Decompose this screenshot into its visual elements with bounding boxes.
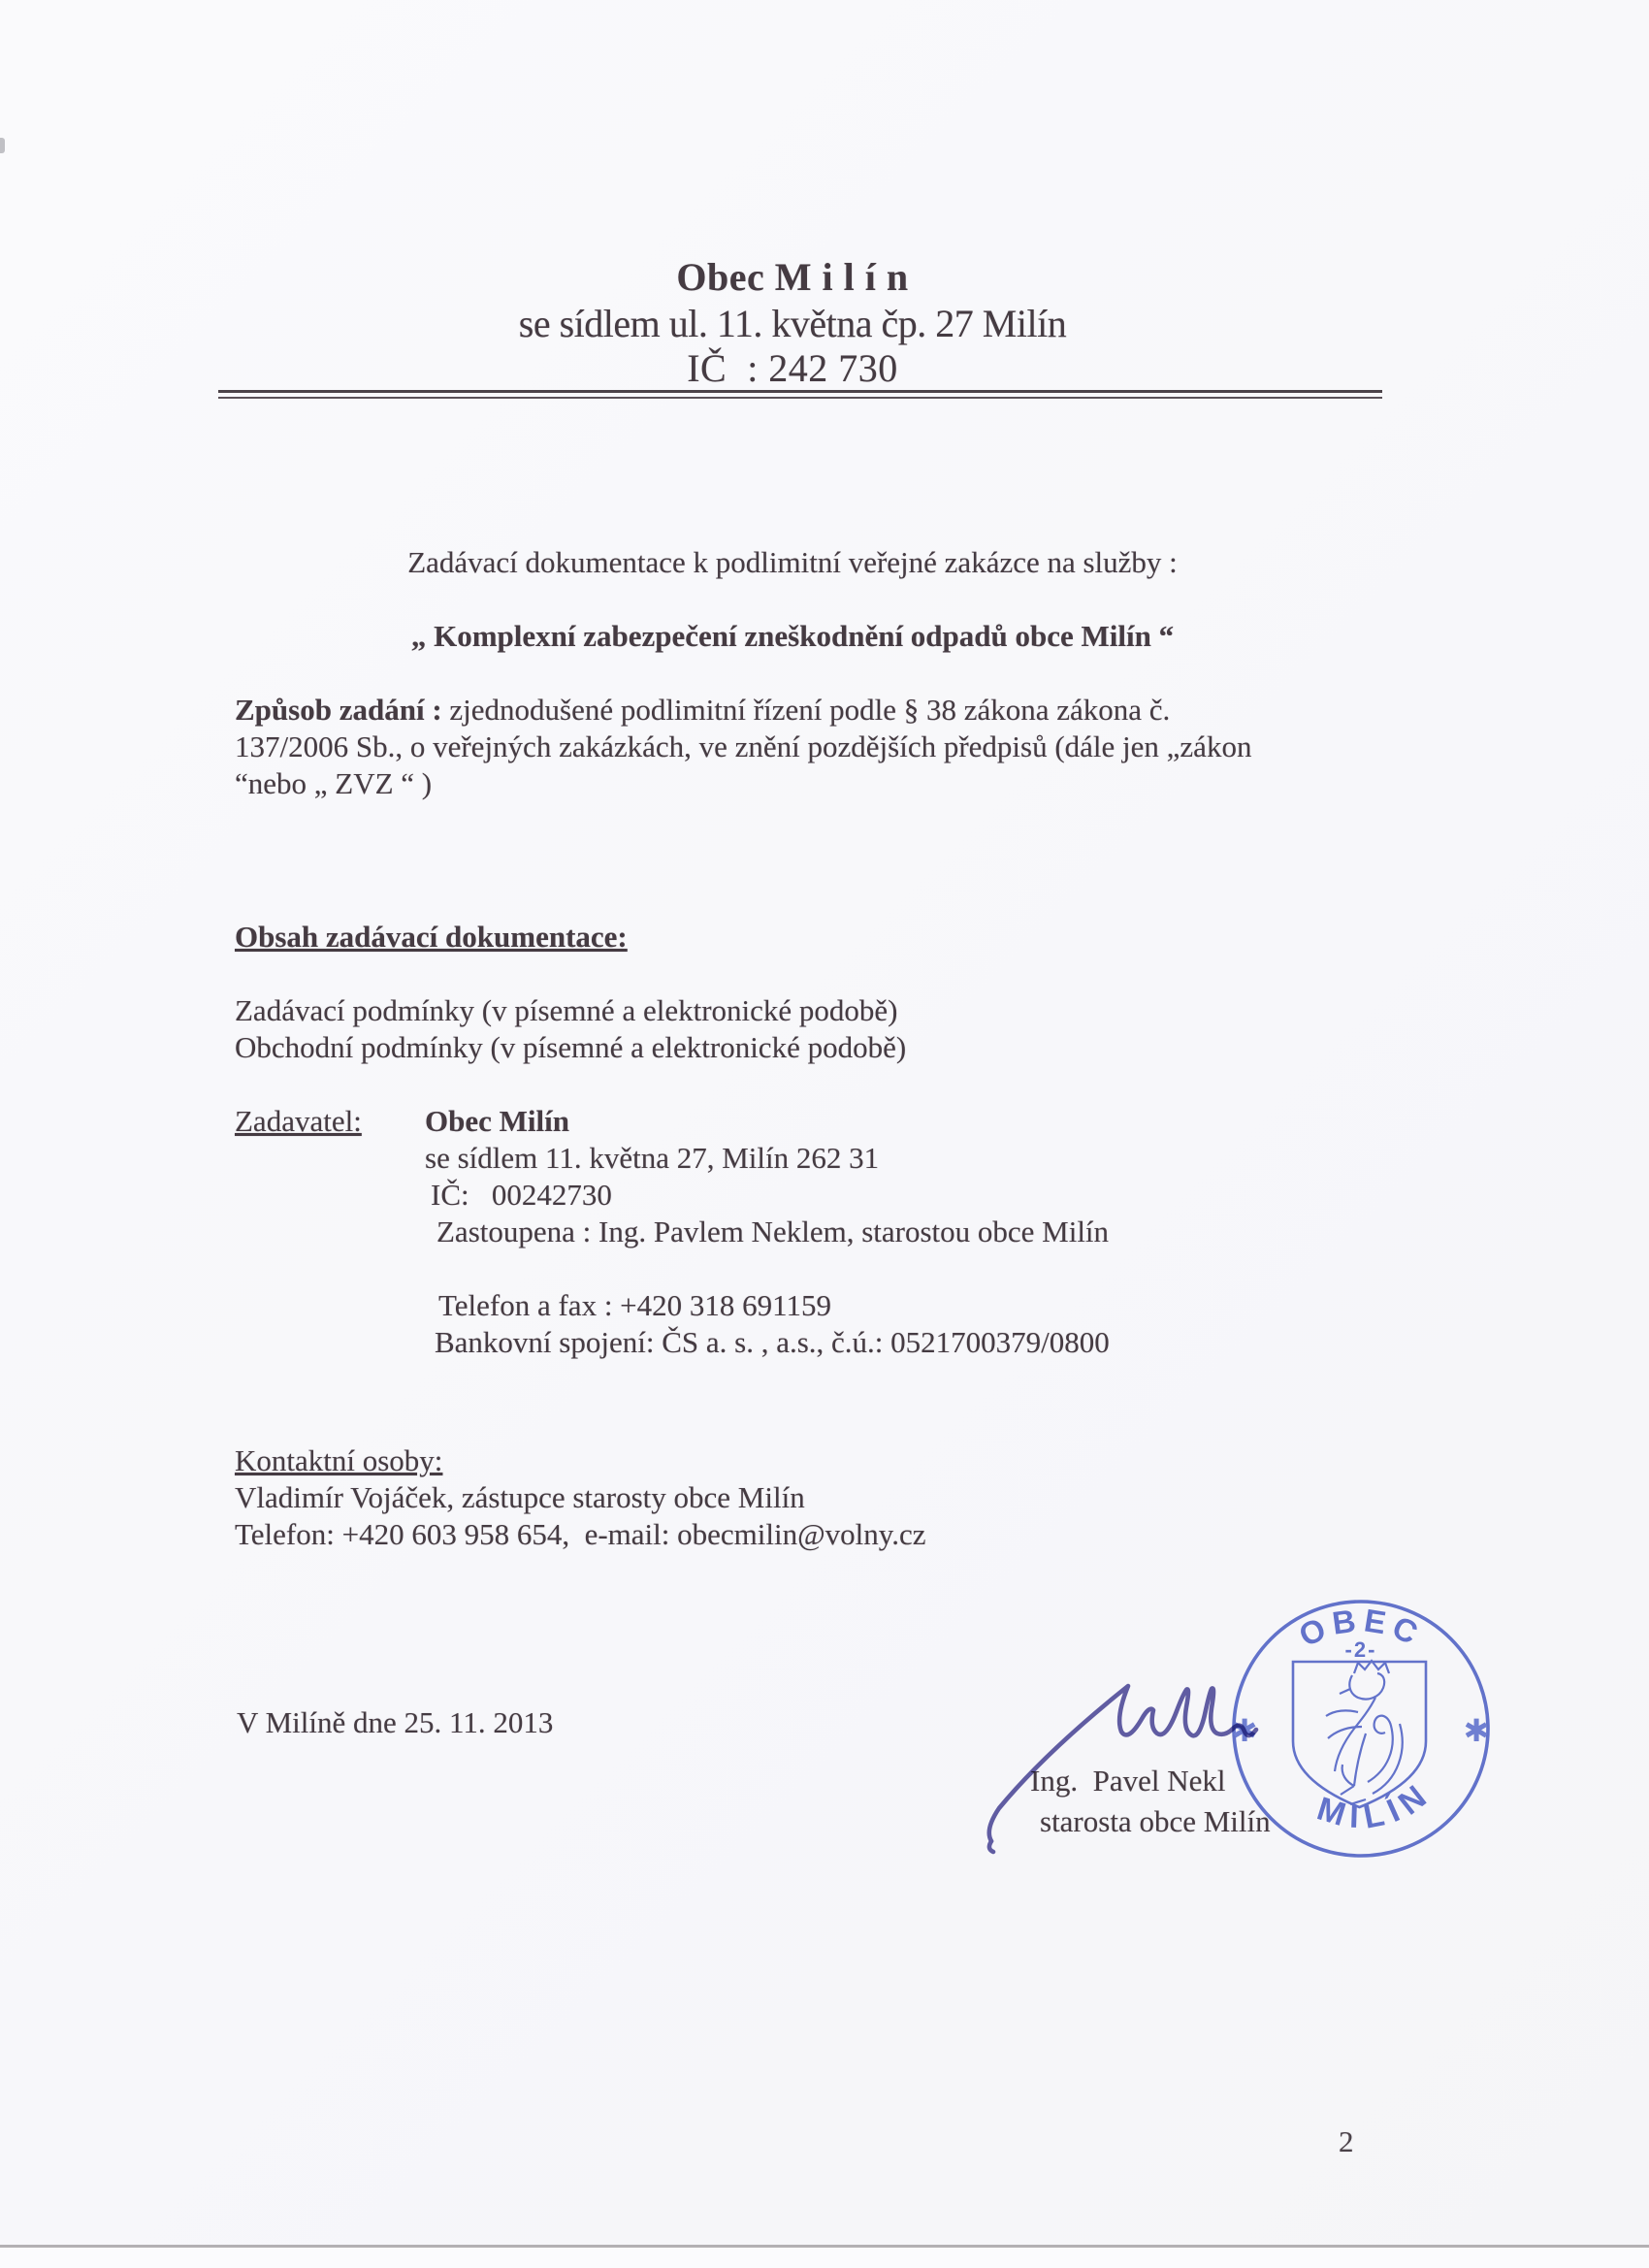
czech-lion-icon bbox=[1326, 1661, 1403, 1804]
toc-item: Obchodní podmínky (v písemné a elektronické podobě) bbox=[235, 1030, 907, 1064]
letterhead-ic: IČ : 242 730 bbox=[687, 346, 898, 390]
stamp-top-text: OBEC bbox=[1293, 1602, 1429, 1654]
signature-tail bbox=[989, 1841, 993, 1852]
toc-heading: Obsah zadávací dokumentace: bbox=[235, 920, 628, 954]
signature-stroke bbox=[989, 1686, 1256, 1841]
letterhead-address: se sídlem ul. 11. května čp. 27 Milín bbox=[518, 302, 1067, 345]
stamp-number: -2- bbox=[1344, 1637, 1377, 1662]
signatory-title: starosta obce Milín bbox=[1040, 1804, 1271, 1838]
authority-ic: IČ: 00242730 bbox=[431, 1178, 612, 1212]
contact-phone-email: Telefon: +420 603 958 654, e-mail: obecmilin@volny.cz bbox=[235, 1517, 926, 1551]
authority-name: Obec Milín bbox=[425, 1104, 569, 1138]
authority-representative: Zastoupena : Ing. Pavlem Neklem, starostou obce Milín bbox=[436, 1215, 1110, 1248]
toc-item: Zadávací podmínky (v písemné a elektronické podobě) bbox=[235, 993, 898, 1027]
authority-address: se sídlem 11. května 27, Milín 262 31 bbox=[425, 1141, 880, 1175]
method-line-2: 137/2006 Sb., o veřejných zakázkách, ve znění pozdějších předpisů (dále jen „zákon bbox=[235, 729, 1252, 763]
contact-person: Vladimír Vojáček, zástupce starosty obce Milín bbox=[235, 1480, 805, 1514]
page-number: 2 bbox=[1339, 2124, 1354, 2158]
doc-title: „ Komplexní zabezpečení zneškodnění odpadů obce Milín “ bbox=[410, 619, 1175, 653]
letterhead-rule bbox=[218, 390, 1382, 399]
scanner-background-strip bbox=[0, 2248, 1649, 2268]
method-line-1 bbox=[235, 693, 1170, 729]
stamp-right-asterisk-icon: ✱ bbox=[1463, 1713, 1490, 1748]
authority-phone-fax: Telefon a fax : +420 318 691159 bbox=[438, 1288, 832, 1322]
stamp-bottom-text: MILÍN bbox=[1312, 1773, 1439, 1836]
method-line-3: “nebo „ ZVZ “ ) bbox=[235, 766, 433, 800]
place-date: V Milíně dne 25. 11. 2013 bbox=[237, 1705, 554, 1739]
letterhead bbox=[0, 254, 1585, 300]
intro-line: Zadávací dokumentace k podlimitní veřejné zakázce na služby : bbox=[407, 545, 1178, 579]
intro-row bbox=[0, 545, 1585, 581]
letterhead-address-row bbox=[0, 301, 1585, 346]
stamp-left-asterisk-icon: ✱ bbox=[1231, 1713, 1258, 1748]
letterhead-ic-row bbox=[0, 345, 1585, 391]
method-label: Způsob zadání : bbox=[235, 693, 442, 727]
contacts-heading: Kontaktní osoby: bbox=[235, 1443, 443, 1477]
doc-title-row bbox=[0, 619, 1585, 655]
svg-text:MILÍN bbox=[1307, 1770, 1442, 1845]
scan-edge-artifact bbox=[0, 138, 5, 153]
authority-label: Zadavatel: bbox=[235, 1104, 362, 1138]
method-text: zjednodušené podlimitní řízení podle § 38 zákona zákona č. bbox=[441, 693, 1171, 727]
official-stamp bbox=[1220, 1588, 1502, 1869]
signatory-name: Ing. Pavel Nekl bbox=[1030, 1764, 1226, 1798]
authority-bank: Bankovní spojení: ČS a. s. , a.s., č.ú.: 0521700379/0800 bbox=[435, 1325, 1110, 1359]
letterhead-name: Obec M i l í n bbox=[676, 255, 909, 299]
